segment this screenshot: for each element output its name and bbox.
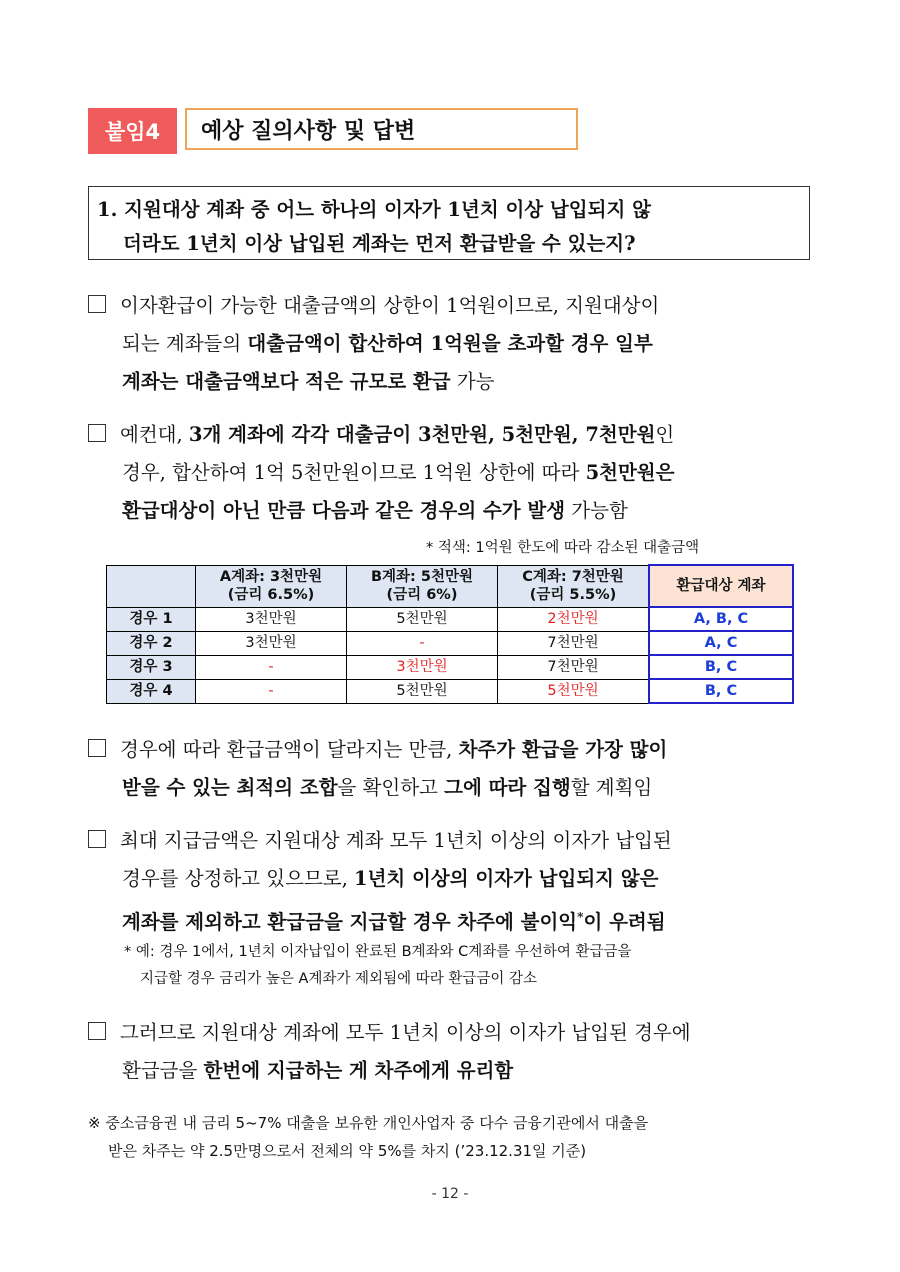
header-a: A계좌: 3천만원 (금리 6.5%) [196,565,347,607]
p2-line-3b: 가능함 [565,499,628,522]
footnote-line-1: ※ 중소금융권 내 금리 5~7% 대출을 보유한 개인사업자 중 다수 금융기관에서 대출을 [88,1114,649,1132]
p1-line-3b: 가능 [450,370,495,393]
cell-b: 5천만원 [347,607,498,631]
p4-line-2a: 경우를 상정하고 있으므로, [122,867,355,890]
cell-target: B, C [649,655,793,679]
case-label: 경우 2 [107,631,196,655]
paragraph-5 [88,1014,828,1090]
footnote [88,1109,828,1165]
paragraph-3 [88,731,828,807]
cell-c: 2천만원 [498,607,650,631]
cell-b: 5천만원 [347,679,498,703]
table-row [107,607,794,631]
checkbox-bullet-icon [88,830,106,848]
table-row [107,631,794,655]
cell-a: - [196,655,347,679]
checkbox-bullet-icon [88,295,106,313]
cell-c: 7천만원 [498,655,650,679]
p2-line-3a: 환급대상이 아닌 만큼 다음과 같은 경우의 수가 발생 [122,499,566,522]
cases-table [106,564,794,704]
cell-target: B, C [649,679,793,703]
question-line-1: 1. 지원대상 계좌 중 어느 하나의 이자가 1년치 이상 납입되지 않 [97,198,651,221]
p4-line-2b: 1년치 이상의 이자가 납입되지 않은 [354,867,659,890]
case-label: 경우 4 [107,679,196,703]
p3-line-1b: 차주가 환급을 가장 많이 [458,738,668,761]
p5-line-1: 그러므로 지원대상 계좌에 모두 1년치 이상의 이자가 납입된 경우에 [120,1021,691,1044]
p4-footnote-mark: * [577,910,584,924]
header-c: C계좌: 7천만원 (금리 5.5%) [498,565,650,607]
p3-line-2c: 그에 따라 집행 [444,776,571,799]
p3-line-2a: 받을 수 있는 최적의 조합 [122,776,338,799]
page-number: - 12 - [431,1186,469,1202]
paragraph-1 [88,287,828,401]
cell-c: 5천만원 [498,679,650,703]
cell-a: 3천만원 [196,631,347,655]
p1-line-2b: 대출금액이 합산하여 1억원을 초과할 경우 일부 [247,332,653,355]
p2-line-2a: 경우, 합산하여 1억 5천만원이므로 1억원 상한에 따라 [122,461,586,484]
table-row [107,655,794,679]
checkbox-bullet-icon [88,424,106,442]
p4-note-line-1: * 예: 경우 1에서, 1년치 이자납입이 완료된 B계좌와 C계좌를 우선하여 환급금을 [124,944,632,960]
header-empty-cell [107,565,196,607]
case-label: 경우 1 [107,607,196,631]
page-title: 예상 질의사항 및 답변 [185,108,578,150]
question-line-2: 더라도 1년치 이상 납입된 계좌는 먼저 환급받을 수 있는지? [123,232,636,255]
p1-line-3a: 계좌는 대출금액보다 적은 규모로 환급 [122,370,451,393]
p5-line-2b: 한번에 지급하는 게 차주에게 유리함 [203,1059,514,1082]
cell-a: 3천만원 [196,607,347,631]
cell-a: - [196,679,347,703]
p4-line-1: 최대 지급금액은 지원대상 계좌 모두 1년치 이상의 이자가 납입된 [120,829,672,852]
cell-b: - [347,631,498,655]
p4-line-3a: 계좌를 제외하고 환급금을 지급할 경우 차주에 불이익 [122,910,578,934]
p4-line-3b: 이 우려됨 [583,910,666,934]
cell-target: A, B, C [649,607,793,631]
cell-c: 7천만원 [498,631,650,655]
p2-line-2b: 5천만원은 [585,461,675,484]
cell-target: A, C [649,631,793,655]
attachment-tag: 붙임4 [88,108,177,154]
p4-note [124,939,632,993]
p4-note-line-2: 지급할 경우 금리가 높은 A계좌가 제외됨에 따라 환급금이 감소 [140,971,537,987]
checkbox-bullet-icon [88,739,106,757]
p1-line-1: 이자환급이 가능한 대출금액의 상한이 1억원이므로, 지원대상이 [120,294,660,317]
header-target: 환급대상 계좌 [649,565,793,607]
p3-line-1a: 경우에 따라 환급금액이 달라지는 만큼, [120,738,459,761]
p2-line-1b: 3개 계좌에 각각 대출금이 3천만원, 5천만원, 7천만원 [188,423,656,446]
p3-line-2d: 할 계획임 [570,776,653,799]
table-note: * 적색: 1억원 한도에 따라 감소된 대출금액 [426,540,700,556]
footnote-line-2: 받은 차주는 약 2.5만명으로서 전체의 약 5%를 차지 (’23.12.31일 기준) [108,1142,587,1160]
question-box [88,186,810,260]
p1-line-2a: 되는 계좌들의 [122,332,248,355]
table-row [107,679,794,703]
cell-b: 3천만원 [347,655,498,679]
p2-line-1a: 예컨대, [120,423,189,446]
paragraph-4 [88,822,828,942]
p5-line-2a: 환급금을 [122,1059,204,1082]
header-b: B계좌: 5천만원 (금리 6%) [347,565,498,607]
p3-line-2b: 을 확인하고 [337,776,445,799]
p2-line-1c: 인 [655,423,675,446]
table-header-row [107,565,794,607]
paragraph-2 [88,416,828,530]
case-label: 경우 3 [107,655,196,679]
checkbox-bullet-icon [88,1022,106,1040]
